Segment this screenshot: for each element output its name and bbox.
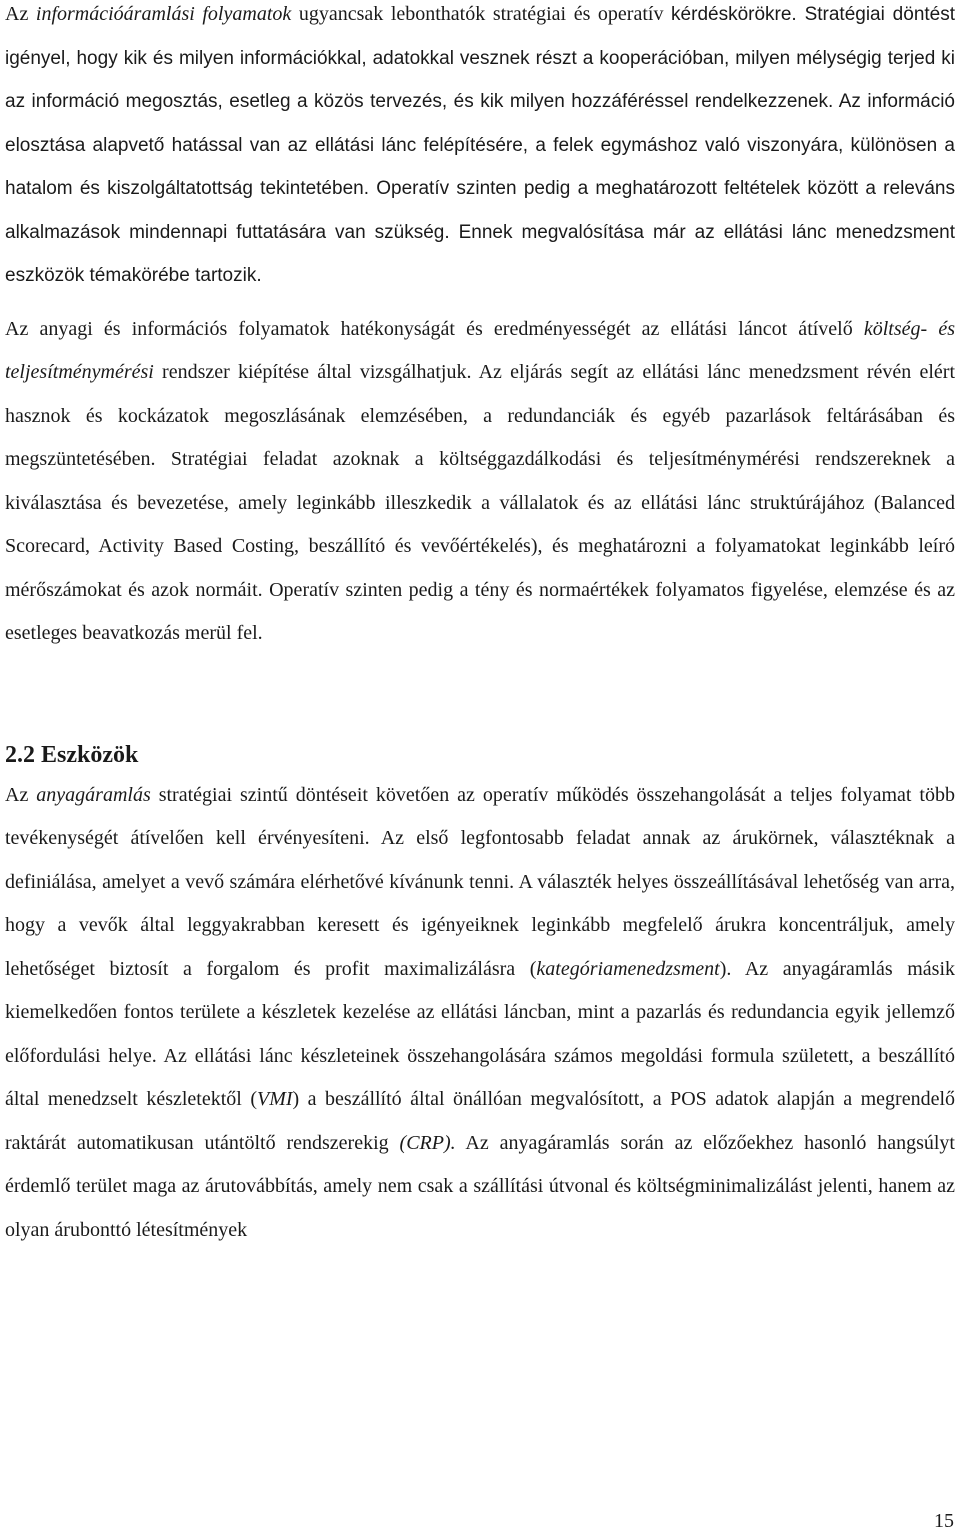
paragraph-3-part-5: Az anyagáramlás során az előzőekhez hasonló hangsúlyt érdemlő terület maga az árutovábbítás, amely nem csak a szállítási útvonal és költségminimalizálást jelenti, hanem az olyan árubonttó létesítmények [5, 1131, 955, 1241]
paragraph-3-part-3: ). Az anyagáramlás másik kiemelkedően fontos területe a készletek kezelése az ellátási láncban, mint a pazarlás és redundancia egyik jellemző előfordulási helye. Az ellátási lánc készleteinek összehangolására számos megoldási formula született, a beszállító által menedzselt készletektől ( [5, 957, 955, 1110]
term-crp: (CRP). [399, 1131, 456, 1154]
term-information-flows: információáramlási folyamatok [35, 3, 292, 25]
paragraph-2-part-1: Az anyagi és információs folyamatok hatékonyságát és eredményességét az ellátási láncot átívelő [5, 317, 864, 340]
paragraph-information-flows [5, 0, 955, 298]
term-category-management: kategóriamenedzsment [536, 957, 720, 980]
paragraph-material-flow [5, 774, 955, 1253]
paragraph-cost-performance [5, 308, 955, 656]
document-page [5, 0, 955, 1252]
term-vmi: VMI [257, 1088, 293, 1110]
paragraph-spacer [5, 298, 955, 308]
paragraph-2-part-2: rendszer kiépítése által vizsgálhatjuk. Az eljárás segít az ellátási lánc menedzsment révén elért hasznok és kockázatok megoszlásának elemzésében, a redundanciák és egyéb pazarlások feltárásában és megszüntetésében. Stratégiai feladat azoknak a költséggazdálkodási és teljesítménymérési rendszereknek a kiválasztása és bevezetése, amely leginkább illeszkedik a vállalatok és az ellátási lánc struktúrájához (Balanced Scorecard, Activity Based Costing, beszállító és vevőértékelés), és meghatározni a folyamatokat leginkább leíró mérőszámokat és azok normáit. Operatív szinten pedig a tény és normaértékek folyamatos figyelése, elemzése és az esetleges beavatkozás merül fel. [5, 361, 955, 644]
page-number: 15 [934, 1510, 954, 1532]
paragraph-1-rest: kérdéskörökre. Stratégiai döntést igényel, hogy kik és milyen információkkal, adatokkal vesznek részt a kooperációban, milyen mélységig terjed ki az információ megosztás, esetleg a közös tervezés, és kik milyen hozzáféréssel rendelkezzenek. Az információ elosztása alapvető hatással van az ellátási lánc felépítésére, a felek egymáshoz való viszonyára, különösen a hatalom és kiszolgáltatottság tekintetében. Operatív szinten pedig a meghatározott feltételek között a releváns alkalmazások mindennapi futtatására van szükség. Ennek megvalósítása már az ellátási lánc menedzsment eszközök témakörébe tartozik. [5, 4, 956, 286]
section-heading: 2.2 Eszközök [5, 741, 139, 768]
paragraph-3-part-2: stratégiai szintű döntéseit követően az operatív működés összehangolását a teljes folyamat több tevékenységét átívelően kell érvényesíteni. Az első legfontosabb feladat annak az árukörnek, választéknak a definiálása, amelyet a vevő számára elérhetővé kívánunk tenni. A választék helyes összeállításával lehetőség van arra, hogy a vevők által leggyakrabban keresett és igényeiknek leginkább megfelelő árukra koncentráljuk, amely lehetőséget biztosít a forgalom és profit maximalizálásra ( [5, 783, 955, 980]
paragraph-3-part-1: Az [5, 783, 37, 806]
section-spacer [5, 656, 955, 736]
term-material-flow: anyagáramlás [36, 783, 151, 806]
paragraph-1-start: Az [5, 3, 36, 25]
paragraph-1-mid: ugyancsak lebonthatók stratégiai és operatív [291, 3, 664, 25]
term-cost-performance: költség- és teljesítménymérési [5, 317, 955, 383]
paragraph-3-part-4: ) a beszállító által önállóan megvalósított, a POS adatok alapján a megrendelő raktárát automatikusan utántöltő rendszerekig [5, 1088, 956, 1154]
